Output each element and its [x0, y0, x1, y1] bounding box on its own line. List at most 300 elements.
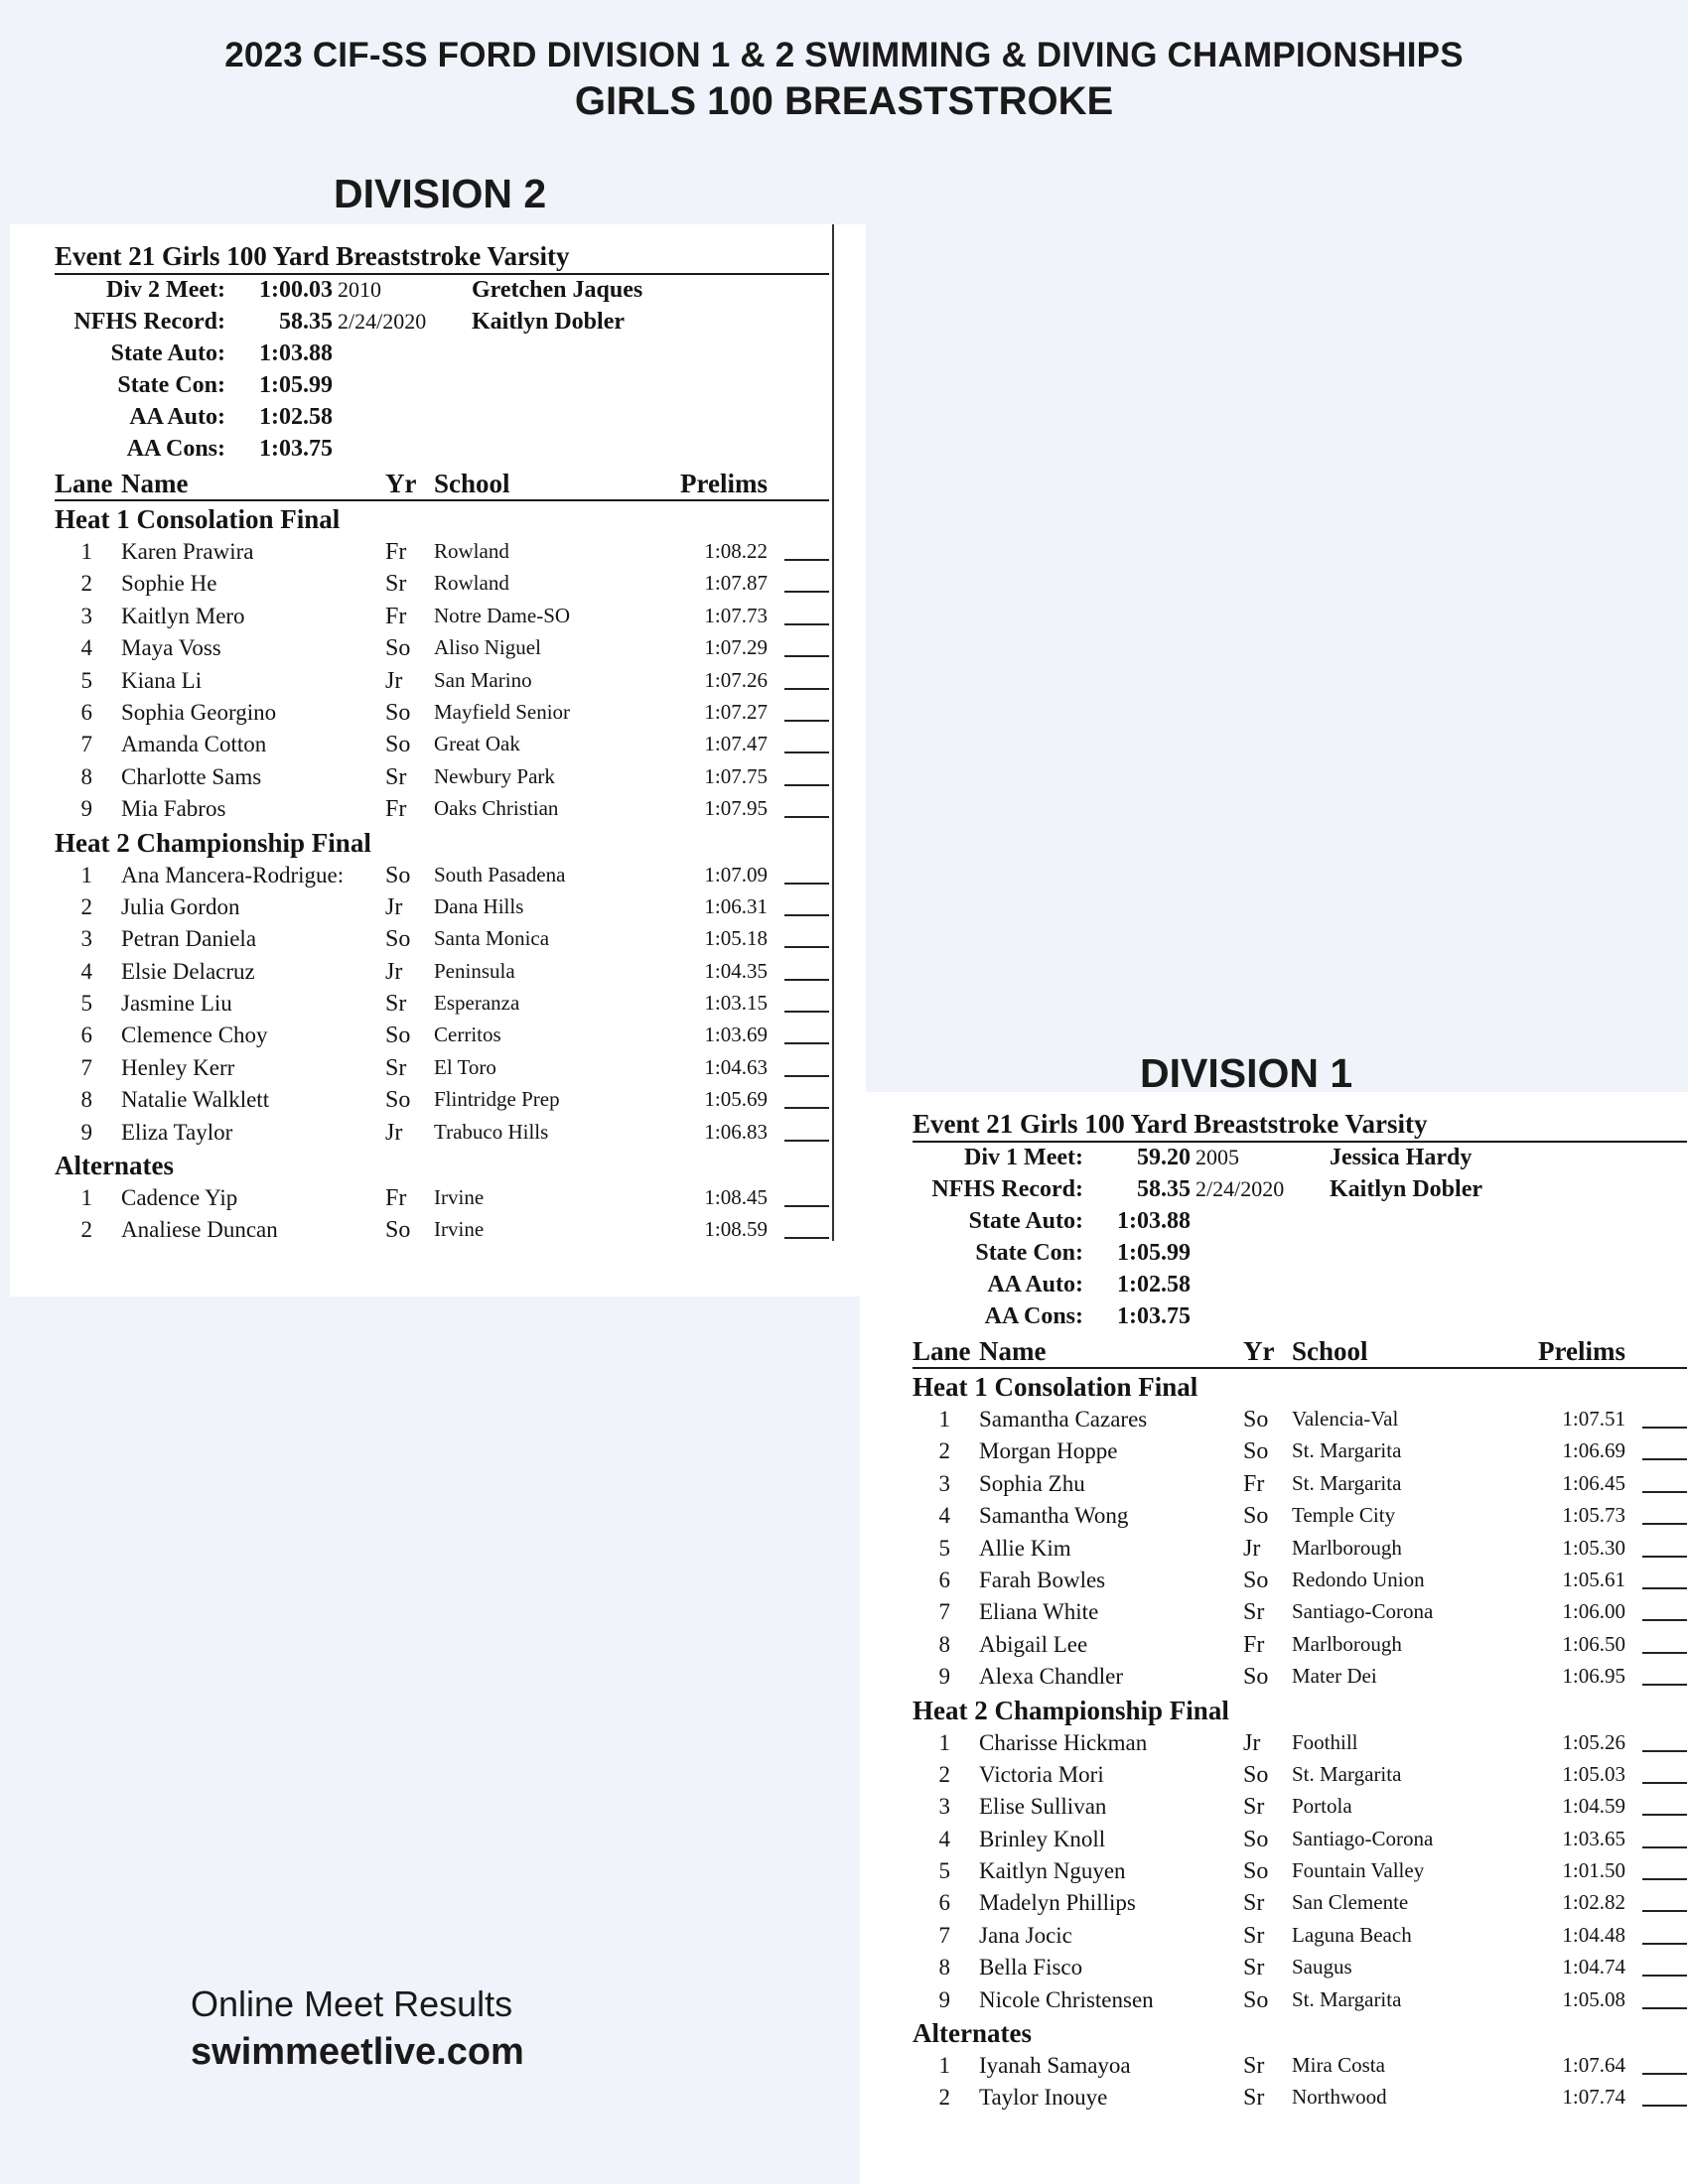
record-label: State Con:: [975, 1240, 1083, 1266]
school-name: Mater Dei: [1292, 1664, 1377, 1689]
school-column-header: School: [434, 469, 510, 498]
year-column-header: Yr: [1243, 1336, 1275, 1366]
record-label: Div 2 Meet:: [106, 277, 225, 303]
record-row: [55, 434, 829, 466]
lane-number: 2: [938, 2085, 950, 2111]
result-row: [55, 600, 829, 631]
swimmer-year: So: [385, 862, 411, 888]
final-time-blank: [784, 623, 829, 625]
swimmer-name: Iyanah Samayoa: [979, 2053, 1131, 2079]
final-time-blank: [784, 655, 829, 657]
result-row: [55, 760, 829, 792]
swimmer-name: Mia Fabros: [121, 796, 226, 822]
school-name: San Clemente: [1292, 1890, 1409, 1915]
swimmer-name: Madelyn Phillips: [979, 1890, 1136, 1916]
lane-number: 5: [80, 991, 92, 1017]
heat-2-title: Heat 2 Championship Final: [913, 1695, 1229, 1725]
result-row: [55, 664, 829, 696]
record-date: 2/24/2020: [1196, 1176, 1285, 1201]
result-row: [55, 696, 829, 728]
swimmer-year: So: [1243, 1438, 1269, 1465]
final-time-blank: [1642, 2007, 1687, 2009]
swimmer-year: So: [1243, 1407, 1269, 1433]
swimmer-name: Samantha Cazares: [979, 1407, 1148, 1432]
final-time-blank: [784, 1205, 829, 1207]
record-row: [913, 1174, 1687, 1206]
record-row: [55, 339, 829, 370]
swimmer-name: Elsie Delacruz: [121, 958, 255, 984]
swimmer-year: Fr: [385, 539, 407, 565]
prelim-time: 1:07.74: [1562, 2085, 1625, 2110]
swimmer-name: Cadence Yip: [121, 1185, 238, 1211]
record-time: 58.35: [1137, 1176, 1191, 1202]
record-date: 2010: [338, 277, 381, 302]
swimmer-name: Nicole Christensen: [979, 1986, 1154, 2012]
school-name: Laguna Beach: [1292, 1922, 1412, 1947]
prelim-time: 1:05.18: [704, 926, 768, 951]
heat-2-title: Heat 2 Championship Final: [55, 827, 371, 858]
lane-number: 3: [80, 603, 92, 628]
result-row: [55, 955, 829, 987]
prelim-time: 1:06.69: [1562, 1438, 1625, 1463]
record-holder: Gretchen Jaques: [472, 277, 643, 303]
school-name: Irvine: [434, 1185, 485, 1210]
record-row: [55, 402, 829, 434]
lane-number: 7: [80, 732, 92, 757]
footer-website[interactable]: swimmeetlive.com: [191, 2031, 524, 2073]
lane-number: 8: [80, 1087, 92, 1113]
lane-number: 3: [938, 1794, 950, 1820]
final-time-blank: [784, 914, 829, 916]
year-column-header: Yr: [385, 469, 417, 498]
school-name: Santiago-Corona: [1292, 1826, 1434, 1850]
school-name: Aliso Niguel: [434, 635, 541, 660]
lane-number: 6: [938, 1890, 950, 1916]
division-1-sheet: [860, 1092, 1688, 2184]
swimmer-year: So: [1243, 1761, 1269, 1788]
record-date: 2/24/2020: [338, 309, 427, 334]
lane-number: 6: [80, 699, 92, 725]
event-header: Event 21 Girls 100 Yard Breaststroke Varsity: [55, 239, 829, 275]
prelim-time: 1:05.61: [1562, 1567, 1625, 1591]
result-row: [913, 1434, 1687, 1466]
result-row: [913, 1532, 1687, 1564]
school-name: El Toro: [434, 1054, 496, 1079]
swimmer-name: Maya Voss: [121, 635, 221, 661]
result-row: [913, 1919, 1687, 1951]
lane-number: 8: [938, 1955, 950, 1980]
lane-number: 7: [938, 1599, 950, 1625]
result-row: [55, 859, 829, 890]
swimmer-year: Fr: [385, 603, 407, 629]
result-row: [55, 1213, 829, 1245]
result-row: [55, 535, 829, 567]
lane-number: 6: [80, 1023, 92, 1048]
prelim-time: 1:05.30: [1562, 1535, 1625, 1560]
result-row: [55, 1181, 829, 1213]
final-time-blank: [1642, 1523, 1687, 1525]
lane-number: 2: [80, 1217, 92, 1243]
school-name: Portola: [1292, 1794, 1352, 1819]
sheet-edge-line: [832, 224, 834, 1241]
prelim-time: 1:06.45: [1562, 1470, 1625, 1495]
event-title: GIRLS 100 BREASTSTROKE: [574, 79, 1114, 123]
school-name: Marlborough: [1292, 1631, 1402, 1656]
lane-number: 2: [938, 1761, 950, 1787]
lane-number: 4: [938, 1503, 950, 1529]
swimmer-name: Natalie Walklett: [121, 1087, 270, 1113]
lane-number: 9: [938, 1986, 950, 2012]
school-name: Saugus: [1292, 1955, 1352, 1979]
swimmer-name: Sophia Zhu: [979, 1470, 1085, 1496]
result-row: [55, 890, 829, 922]
prelim-time: 1:04.35: [704, 958, 768, 983]
lane-number: 5: [938, 1535, 950, 1561]
prelim-time: 1:07.51: [1562, 1407, 1625, 1431]
lane-number: 1: [938, 2053, 950, 2079]
name-column-header: Name: [979, 1336, 1047, 1366]
prelim-time: 1:05.69: [704, 1087, 768, 1112]
lane-number: 5: [938, 1858, 950, 1884]
record-row: [913, 1206, 1687, 1238]
result-row: [913, 1758, 1687, 1790]
school-name: Oaks Christian: [434, 796, 559, 821]
prelim-time: 1:05.73: [1562, 1503, 1625, 1528]
prelim-time: 1:07.27: [704, 699, 768, 724]
swimmer-year: Sr: [1243, 1794, 1265, 1821]
record-time: 1:02.58: [259, 404, 333, 430]
result-row: [913, 1823, 1687, 1854]
prelim-time: 1:07.73: [704, 603, 768, 627]
final-time-blank: [784, 1042, 829, 1044]
result-row: [55, 792, 829, 824]
swimmer-year: Fr: [385, 1185, 407, 1212]
prelim-time: 1:06.95: [1562, 1664, 1625, 1689]
final-time-blank: [784, 1075, 829, 1077]
result-row: [913, 2049, 1687, 2081]
footer-online-results: Online Meet Results: [191, 1983, 513, 2024]
record-row: [913, 1270, 1687, 1301]
swimmer-name: Morgan Hoppe: [979, 1438, 1118, 1464]
final-time-blank: [1642, 1652, 1687, 1654]
lane-number: 4: [938, 1826, 950, 1851]
division-2-heading: DIVISION 2: [334, 171, 547, 216]
record-time: 1:03.88: [1117, 1208, 1191, 1234]
prelim-time: 1:07.64: [1562, 2053, 1625, 2078]
record-row: [55, 275, 829, 307]
result-row: [913, 1983, 1687, 2015]
school-name: Dana Hills: [434, 893, 524, 918]
result-row: [913, 1564, 1687, 1595]
prelim-time: 1:08.59: [704, 1217, 768, 1242]
swimmer-name: Sophie He: [121, 571, 217, 597]
record-label: NFHS Record:: [73, 309, 225, 335]
school-name: Rowland: [434, 571, 509, 596]
lane-number: 7: [938, 1922, 950, 1948]
result-row: [913, 1951, 1687, 1982]
record-label: AA Auto:: [129, 404, 225, 430]
swimmer-year: Fr: [385, 796, 407, 823]
lane-number: 2: [938, 1438, 950, 1464]
result-row: [55, 922, 829, 954]
swimmer-name: Kaitlyn Nguyen: [979, 1858, 1126, 1884]
school-name: Mira Costa: [1292, 2053, 1385, 2078]
final-time-blank: [1642, 1782, 1687, 1784]
school-name: Notre Dame-SO: [434, 603, 571, 627]
prelim-time: 1:05.26: [1562, 1729, 1625, 1754]
record-holder: Kaitlyn Dobler: [1330, 1176, 1482, 1202]
lane-column-header: Lane: [913, 1336, 971, 1366]
school-name: San Marino: [434, 667, 532, 692]
school-name: Trabuco Hills: [434, 1119, 549, 1144]
swimmer-name: Alexa Chandler: [979, 1664, 1123, 1690]
record-holder: Kaitlyn Dobler: [472, 309, 625, 335]
record-holder: Jessica Hardy: [1330, 1145, 1473, 1170]
division-2-sheet: [10, 224, 866, 1297]
swimmer-year: Jr: [1243, 1729, 1261, 1756]
school-name: Irvine: [434, 1217, 485, 1242]
lane-number: 4: [80, 958, 92, 984]
school-name: Esperanza: [434, 991, 520, 1016]
final-time-blank: [1642, 1458, 1687, 1460]
swimmer-year: So: [385, 926, 411, 953]
final-time-blank: [1642, 2073, 1687, 2075]
record-label: Div 1 Meet:: [964, 1145, 1083, 1170]
swimmer-name: Julia Gordon: [121, 893, 240, 919]
school-column-header: School: [1292, 1336, 1368, 1366]
swimmer-name: Brinley Knoll: [979, 1826, 1106, 1851]
prelims-column-header: Prelims: [680, 469, 768, 498]
record-time: 1:05.99: [259, 372, 333, 398]
school-name: Santa Monica: [434, 926, 550, 951]
final-time-blank: [1642, 1846, 1687, 1848]
lane-number: 1: [80, 1185, 92, 1211]
swimmer-name: Eliana White: [979, 1599, 1099, 1625]
swimmer-name: Taylor Inouye: [979, 2085, 1108, 2111]
school-name: Valencia-Val: [1292, 1407, 1399, 1431]
lane-number: 8: [938, 1631, 950, 1657]
lane-number: 9: [80, 1119, 92, 1145]
result-row: [55, 987, 829, 1019]
swimmer-name: Bella Fisco: [979, 1955, 1083, 1980]
swimmer-name: Clemence Choy: [121, 1023, 268, 1048]
school-name: Rowland: [434, 539, 509, 563]
swimmer-year: Sr: [1243, 1599, 1265, 1626]
final-time-blank: [784, 883, 829, 885]
lane-column-header: Lane: [55, 469, 113, 498]
result-row: [913, 1403, 1687, 1434]
swimmer-name: Farah Bowles: [979, 1567, 1106, 1592]
prelim-time: 1:06.31: [704, 893, 768, 918]
prelim-time: 1:07.95: [704, 796, 768, 821]
prelim-time: 1:03.65: [1562, 1826, 1625, 1850]
heat-1-title: Heat 1 Consolation Final: [55, 504, 341, 534]
swimmer-name: Elise Sullivan: [979, 1794, 1107, 1820]
result-row: [55, 1116, 829, 1148]
swimmer-year: So: [385, 1217, 411, 1244]
prelim-time: 1:01.50: [1562, 1858, 1625, 1883]
swimmer-year: Sr: [1243, 2053, 1265, 2080]
final-time-blank: [1642, 1910, 1687, 1912]
prelim-time: 1:07.09: [704, 862, 768, 887]
lane-number: 7: [80, 1054, 92, 1080]
swimmer-name: Allie Kim: [979, 1535, 1071, 1561]
swimmer-year: Sr: [1243, 2085, 1265, 2112]
school-name: Fountain Valley: [1292, 1858, 1425, 1883]
swimmer-name: Victoria Mori: [979, 1761, 1104, 1787]
swimmer-year: Sr: [1243, 1955, 1265, 1981]
prelim-time: 1:07.47: [704, 732, 768, 756]
lane-number: 2: [80, 893, 92, 919]
swimmer-year: So: [1243, 1858, 1269, 1885]
swimmer-year: Fr: [1243, 1470, 1265, 1497]
school-name: Cerritos: [434, 1023, 501, 1047]
lane-number: 8: [80, 763, 92, 789]
final-time-blank: [784, 816, 829, 818]
school-name: Newbury Park: [434, 763, 555, 788]
final-time-blank: [1642, 1878, 1687, 1880]
alternates-title: Alternates: [55, 1151, 174, 1181]
prelim-time: 1:03.15: [704, 991, 768, 1016]
final-time-blank: [1642, 1619, 1687, 1621]
division-1-results: [913, 1107, 1687, 2114]
record-time: 58.35: [279, 309, 333, 335]
swimmer-name: Eliza Taylor: [121, 1119, 233, 1145]
prelims-column-header: Prelims: [1538, 1336, 1625, 1366]
prelim-time: 1:05.03: [1562, 1761, 1625, 1786]
swimmer-name: Jana Jocic: [979, 1922, 1072, 1948]
swimmer-year: So: [385, 1087, 411, 1114]
swimmer-name: Charlotte Sams: [121, 763, 262, 789]
swimmer-year: So: [385, 1023, 411, 1049]
result-row: [55, 728, 829, 759]
result-row: [913, 1467, 1687, 1499]
swimmer-year: Jr: [1243, 1535, 1261, 1562]
prelim-time: 1:02.82: [1562, 1890, 1625, 1915]
final-time-blank: [1642, 1975, 1687, 1977]
lane-number: 6: [938, 1567, 950, 1592]
record-row: [913, 1143, 1687, 1174]
result-row: [55, 567, 829, 599]
swimmer-name: Ana Mancera-Rodrigue:: [121, 862, 345, 887]
column-header: [55, 468, 829, 501]
swimmer-year: So: [385, 699, 411, 726]
school-name: Temple City: [1292, 1503, 1396, 1528]
swimmer-name: Sophia Georgino: [121, 699, 277, 725]
lane-number: 5: [80, 667, 92, 693]
school-name: St. Margarita: [1292, 1986, 1402, 2011]
school-name: Flintridge Prep: [434, 1087, 560, 1112]
final-time-blank: [784, 784, 829, 786]
swimmer-name: Kiana Li: [121, 667, 203, 693]
final-time-blank: [784, 688, 829, 690]
result-row: [913, 1790, 1687, 1822]
prelim-time: 1:08.45: [704, 1185, 768, 1210]
record-time: 1:03.88: [259, 341, 333, 366]
record-row: [55, 307, 829, 339]
result-row: [913, 1628, 1687, 1660]
record-label: State Auto:: [110, 341, 225, 366]
record-label: AA Cons:: [984, 1303, 1083, 1329]
final-time-blank: [784, 559, 829, 561]
result-row: [55, 1083, 829, 1115]
record-label: State Auto:: [968, 1208, 1083, 1234]
result-row: [913, 2081, 1687, 2113]
final-time-blank: [1642, 1491, 1687, 1493]
swimmer-name: Charisse Hickman: [979, 1729, 1148, 1755]
swimmer-year: So: [1243, 1503, 1269, 1530]
swimmer-name: Kaitlyn Mero: [121, 603, 245, 628]
swimmer-name: Karen Prawira: [121, 539, 254, 564]
final-time-blank: [1642, 1943, 1687, 1945]
swimmer-name: Petran Daniela: [121, 926, 257, 952]
division-1-heading: DIVISION 1: [1140, 1050, 1353, 1096]
swimmer-name: Abigail Lee: [979, 1631, 1088, 1657]
swimmer-year: Fr: [1243, 1631, 1265, 1658]
record-date: 2005: [1196, 1145, 1239, 1169]
prelim-time: 1:07.26: [704, 667, 768, 692]
prelim-time: 1:07.75: [704, 763, 768, 788]
result-row: [913, 1854, 1687, 1886]
record-row: [55, 370, 829, 402]
event-header: Event 21 Girls 100 Yard Breaststroke Varsity: [913, 1107, 1687, 1143]
record-label: AA Cons:: [126, 436, 225, 462]
school-name: St. Margarita: [1292, 1761, 1402, 1786]
record-time: 1:03.75: [259, 436, 333, 462]
swimmer-year: Jr: [385, 893, 403, 920]
swimmer-name: Amanda Cotton: [121, 732, 267, 757]
school-name: St. Margarita: [1292, 1470, 1402, 1495]
school-name: Mayfield Senior: [434, 699, 571, 724]
prelim-time: 1:04.59: [1562, 1794, 1625, 1819]
lane-number: 3: [80, 926, 92, 952]
final-time-blank: [784, 979, 829, 981]
swimmer-year: Jr: [385, 958, 403, 985]
final-time-blank: [784, 1237, 829, 1239]
prelim-time: 1:08.22: [704, 539, 768, 563]
final-time-blank: [784, 751, 829, 753]
record-time: 59.20: [1137, 1145, 1191, 1170]
swimmer-year: So: [385, 732, 411, 758]
final-time-blank: [784, 946, 829, 948]
name-column-header: Name: [121, 469, 189, 498]
school-name: South Pasadena: [434, 862, 566, 887]
result-row: [55, 631, 829, 663]
final-time-blank: [1642, 2105, 1687, 2107]
record-label: State Con:: [117, 372, 225, 398]
school-name: Northwood: [1292, 2085, 1387, 2110]
prelim-time: 1:04.48: [1562, 1922, 1625, 1947]
record-time: 1:03.75: [1117, 1303, 1191, 1329]
swimmer-name: Analiese Duncan: [121, 1217, 278, 1243]
swimmer-year: So: [1243, 1986, 1269, 2013]
swimmer-name: Samantha Wong: [979, 1503, 1129, 1529]
final-time-blank: [1642, 1814, 1687, 1816]
lane-number: 4: [80, 635, 92, 661]
record-label: NFHS Record:: [931, 1176, 1083, 1202]
prelim-time: 1:04.63: [704, 1054, 768, 1079]
lane-number: 1: [938, 1407, 950, 1432]
result-row: [55, 1019, 829, 1050]
prelim-time: 1:07.29: [704, 635, 768, 660]
prelim-time: 1:03.69: [704, 1023, 768, 1047]
prelim-time: 1:06.50: [1562, 1631, 1625, 1656]
final-time-blank: [784, 1140, 829, 1142]
prelim-time: 1:05.08: [1562, 1986, 1625, 2011]
lane-number: 9: [938, 1664, 950, 1690]
prelim-time: 1:06.00: [1562, 1599, 1625, 1624]
record-label: AA Auto:: [987, 1272, 1083, 1297]
